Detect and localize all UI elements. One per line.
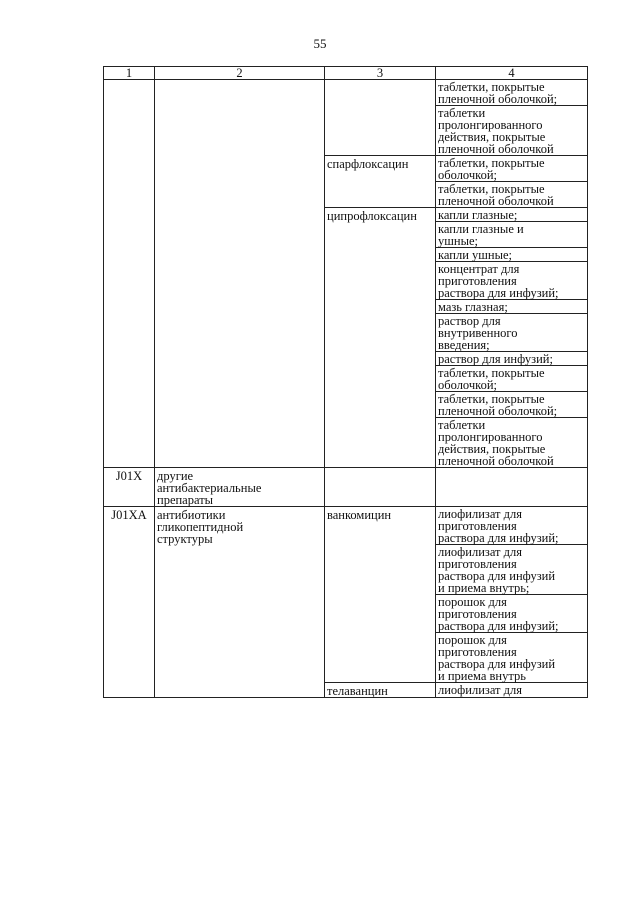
dosage-form-line: порошок для xyxy=(438,633,507,647)
dosage-form-line: лиофилизат для xyxy=(438,545,522,559)
table-row xyxy=(104,468,588,507)
dosage-form-item xyxy=(436,594,587,632)
dosage-form-line: приготовления xyxy=(438,519,517,533)
dosage-form-line: пленочной оболочкой xyxy=(438,194,554,208)
drug-name-cell: ванкомицин xyxy=(325,507,436,683)
group-name-cell xyxy=(155,507,325,698)
dosage-form-item xyxy=(436,208,587,221)
dosage-form-line: раствора для инфузий; xyxy=(438,531,559,545)
dosage-form-line: таблетки, покрытые xyxy=(438,366,545,380)
dosage-form-line: таблетки xyxy=(438,106,486,120)
dosage-form-item xyxy=(436,313,587,351)
drug-name-cell: спарфлоксацин xyxy=(325,156,436,208)
dosage-form-item xyxy=(436,365,587,391)
dosage-form-line: пленочной оболочкой xyxy=(438,454,554,468)
dosage-form-line: приготовления xyxy=(438,274,517,288)
dosage-form-line: оболочкой; xyxy=(438,168,497,182)
dosage-form-line: раствор для инфузий; xyxy=(438,352,553,366)
dosage-form-item xyxy=(436,80,587,105)
dosage-form-line: порошок для xyxy=(438,595,507,609)
dosage-form-line: лиофилизат для xyxy=(438,683,522,697)
drug-name-cell xyxy=(325,80,436,156)
table-row xyxy=(104,507,588,683)
dosage-forms-cell xyxy=(436,683,588,698)
dosage-form-item xyxy=(436,247,587,261)
dosage-form-line: таблетки, покрытые xyxy=(438,182,545,196)
drug-name-cell: телаванцин xyxy=(325,683,436,698)
dosage-form-line: внутривенного xyxy=(438,326,518,340)
dosage-form-item xyxy=(436,351,587,365)
dosage-form-item xyxy=(436,156,587,181)
dosage-form-item xyxy=(436,683,587,696)
dosage-form-line: приготовления xyxy=(438,607,517,621)
dosage-form-line: капли ушные; xyxy=(438,248,512,262)
dosage-form-line: оболочкой; xyxy=(438,378,497,392)
drug-table xyxy=(103,66,588,698)
group-name-line: антибактериальные xyxy=(157,481,262,495)
dosage-form-item xyxy=(436,544,587,594)
group-name-line: другие xyxy=(157,469,194,483)
dosage-form-line: раствора для инфузий xyxy=(438,657,556,671)
dosage-form-line: лиофилизат для xyxy=(438,507,522,521)
dosage-form-item xyxy=(436,507,587,544)
dosage-form-line: ушные; xyxy=(438,234,478,248)
dosage-form-line: раствора для инфузий; xyxy=(438,286,559,300)
column-header-4: 4 xyxy=(436,67,588,80)
dosage-forms-cell xyxy=(436,468,588,507)
dosage-form-line: раствор для xyxy=(438,314,501,328)
dosage-form-item xyxy=(436,105,587,155)
dosage-form-line: пленочной оболочкой; xyxy=(438,404,558,418)
dosage-form-line: и приема внутрь; xyxy=(438,581,530,595)
column-header-3: 3 xyxy=(325,67,436,80)
dosage-forms-cell xyxy=(436,156,588,208)
dosage-form-line: приготовления xyxy=(438,557,517,571)
atc-code-cell: J01X xyxy=(104,468,155,507)
drug-name-cell: ципрофлоксацин xyxy=(325,208,436,468)
dosage-form-line: действия, покрытые xyxy=(438,130,546,144)
dosage-form-line: действия, покрытые xyxy=(438,442,546,456)
dosage-form-line: пленочной оболочкой; xyxy=(438,92,558,106)
group-name-cell xyxy=(155,468,325,507)
dosage-form-line: введения; xyxy=(438,338,490,352)
dosage-form-line: таблетки, покрытые xyxy=(438,392,545,406)
table-row xyxy=(104,80,588,156)
atc-code-cell xyxy=(104,80,155,468)
dosage-form-line: раствора для инфузий; xyxy=(438,619,559,633)
dosage-form-line: таблетки xyxy=(438,418,486,432)
dosage-forms-cell xyxy=(436,208,588,468)
group-name-line: препараты xyxy=(157,493,214,507)
dosage-form-item xyxy=(436,391,587,417)
dosage-form-line: таблетки, покрытые xyxy=(438,80,545,94)
column-header-2: 2 xyxy=(155,67,325,80)
group-name-line: гликопептидной xyxy=(157,520,244,534)
atc-code-cell: J01XA xyxy=(104,507,155,698)
dosage-form-line: и приема внутрь xyxy=(438,669,526,683)
column-header-1: 1 xyxy=(104,67,155,80)
dosage-form-item xyxy=(436,632,587,682)
table-header-row xyxy=(104,67,588,80)
group-name-line: структуры xyxy=(157,532,213,546)
dosage-form-line: мазь глазная; xyxy=(438,300,508,314)
dosage-form-item xyxy=(436,221,587,247)
group-name-cell xyxy=(155,80,325,468)
dosage-form-line: раствора для инфузий xyxy=(438,569,556,583)
dosage-form-item xyxy=(436,417,587,467)
table-body xyxy=(104,80,588,698)
dosage-form-line: концентрат для xyxy=(438,262,520,276)
dosage-form-line: пленочной оболочкой xyxy=(438,142,554,156)
dosage-forms-cell xyxy=(436,80,588,156)
dosage-form-line: пролонгированного xyxy=(438,118,543,132)
dosage-form-line: приготовления xyxy=(438,645,517,659)
dosage-form-item xyxy=(436,261,587,299)
dosage-form-line: капли глазные; xyxy=(438,208,518,222)
dosage-form-line: таблетки, покрытые xyxy=(438,156,545,170)
group-name-line: антибиотики xyxy=(157,508,226,522)
drug-name-cell xyxy=(325,468,436,507)
dosage-form-line: пролонгированного xyxy=(438,430,543,444)
dosage-form-item xyxy=(436,299,587,313)
page-number: 55 xyxy=(313,36,327,51)
dosage-forms-cell xyxy=(436,507,588,683)
dosage-form-line: капли глазные и xyxy=(438,222,524,236)
dosage-form-item xyxy=(436,181,587,207)
